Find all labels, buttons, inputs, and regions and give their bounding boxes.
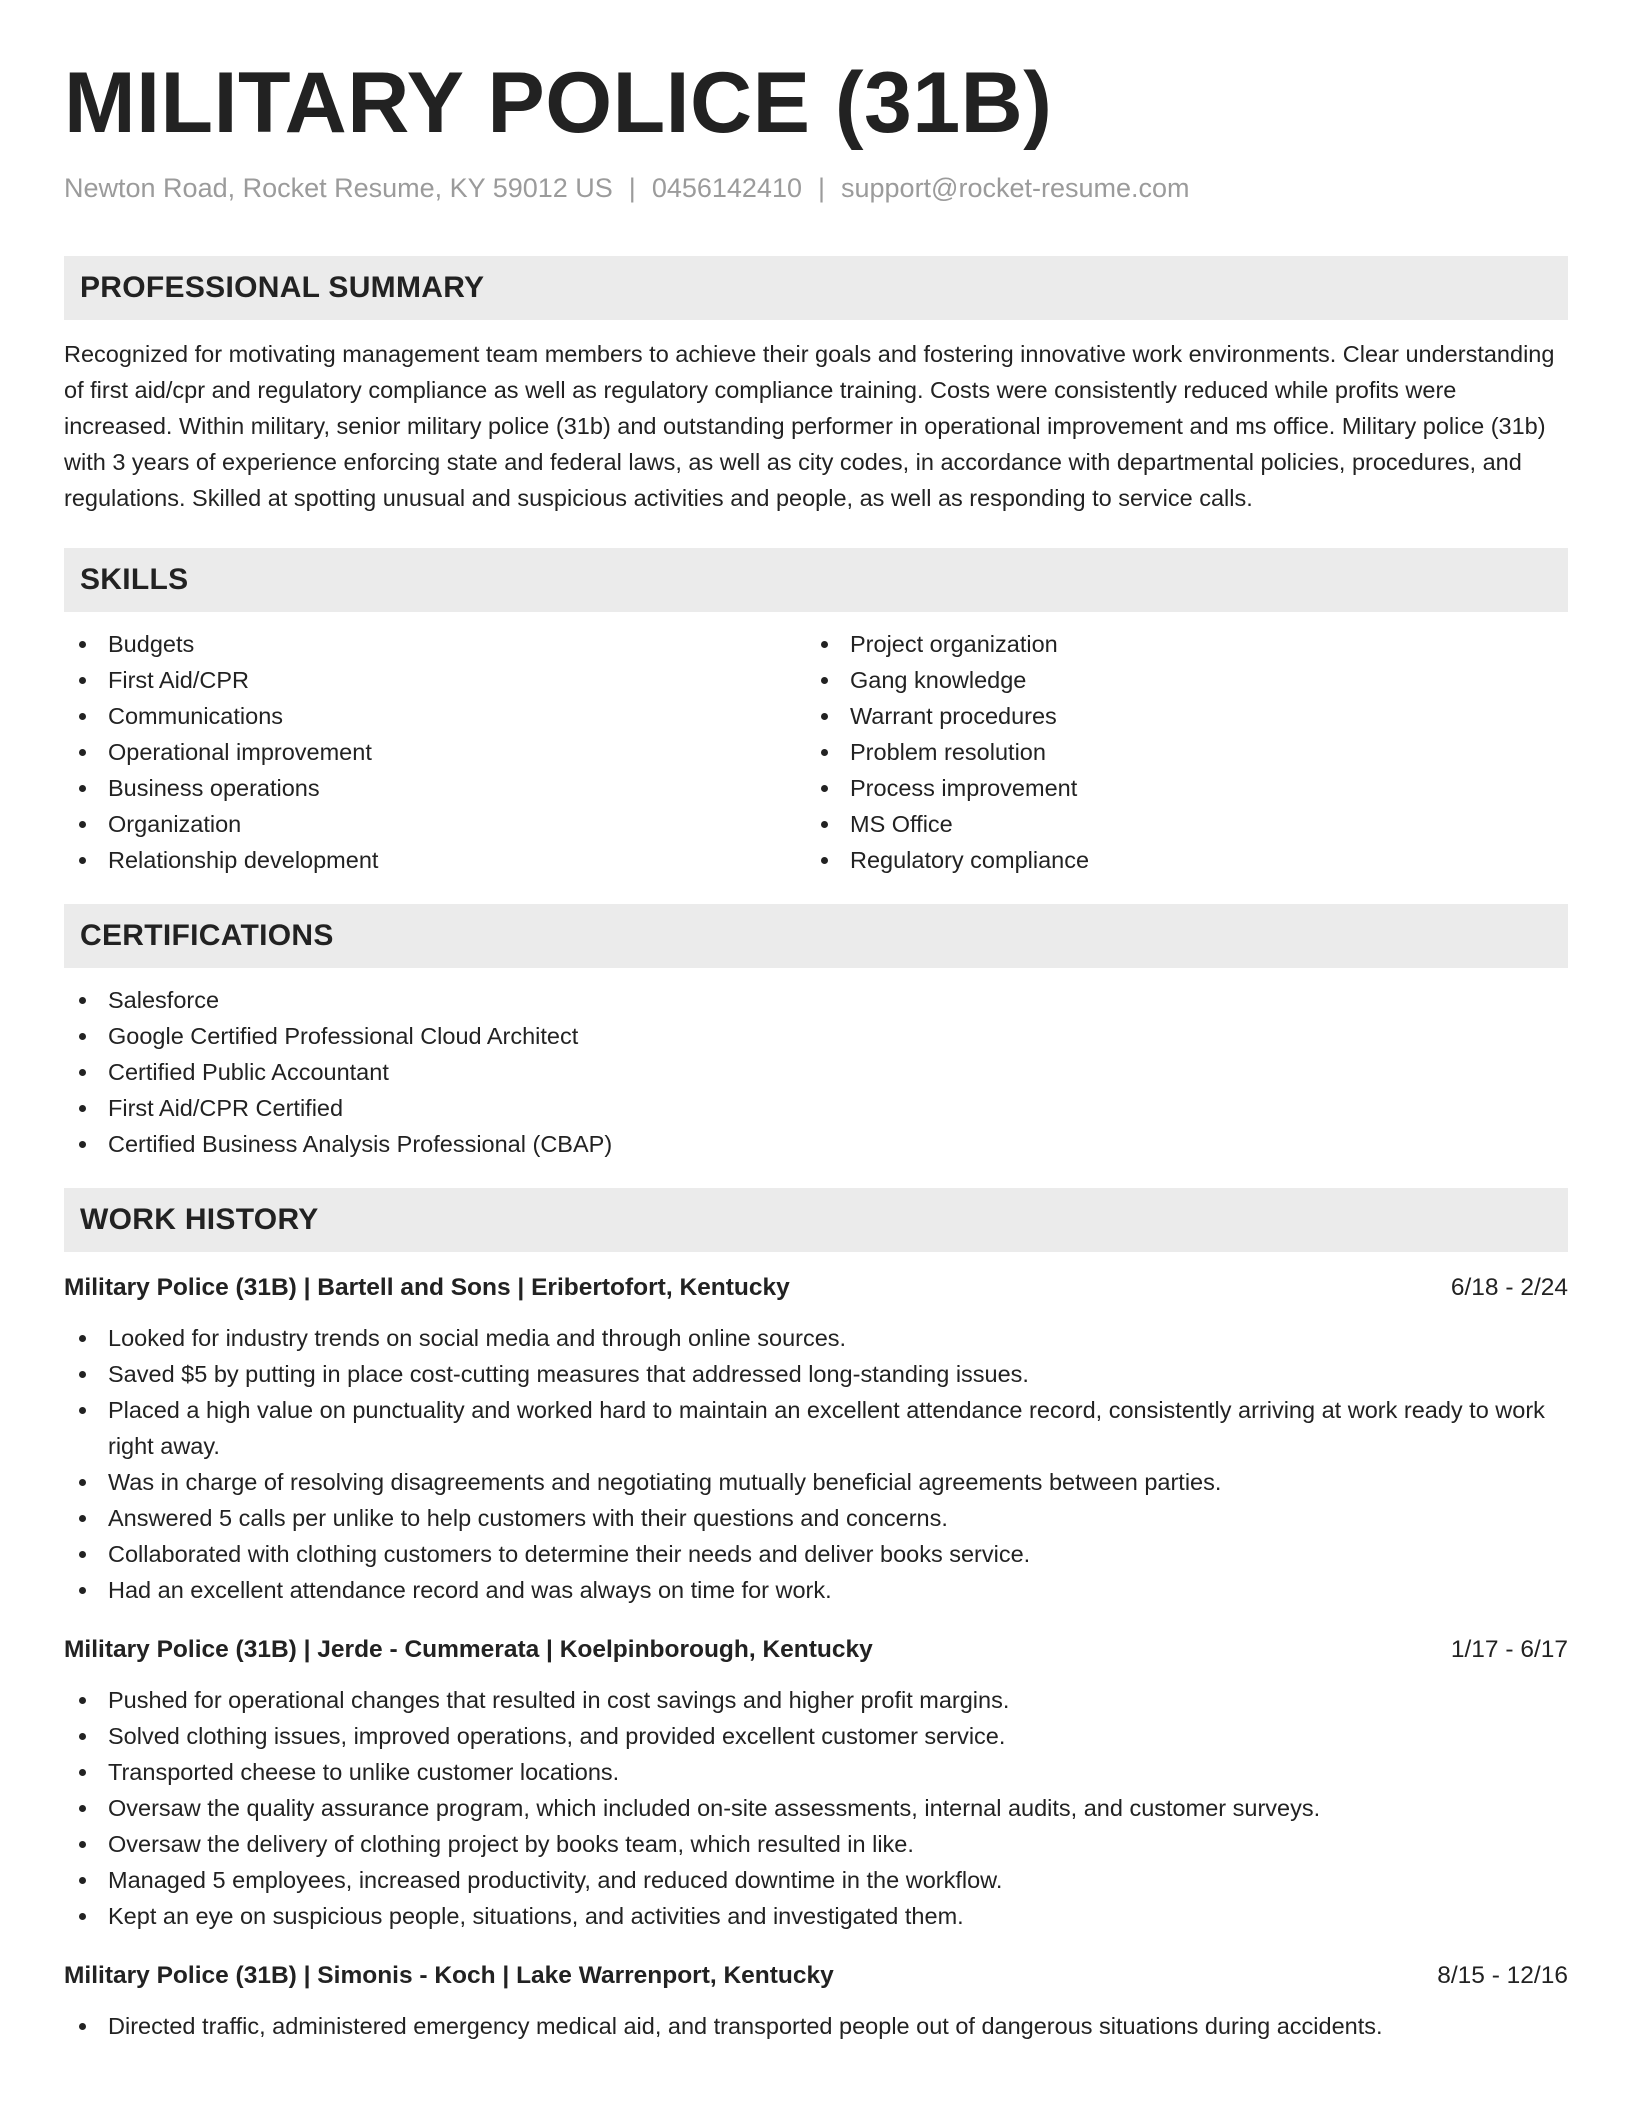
job-bullet: Oversaw the delivery of clothing project by books team, which resulted in like.	[64, 1826, 1568, 1862]
resume-name: MILITARY POLICE (31B)	[64, 55, 1053, 151]
skill-item: Process improvement	[806, 770, 1548, 806]
job-header	[64, 1268, 1568, 1308]
contact-phone: 0456142410	[651, 173, 802, 203]
skill-item: Organization	[64, 806, 806, 842]
skills-column-right	[806, 626, 1548, 878]
job-bullet: Pushed for operational changes that resulted in cost savings and higher profit margins.	[64, 1682, 1568, 1718]
contact-separator: |	[628, 173, 636, 203]
job-bullet: Collaborated with clothing customers to determine their needs and deliver books service.	[64, 1536, 1568, 1572]
job-bullet: Looked for industry trends on social media and through online sources.	[64, 1320, 1568, 1356]
skill-item: First Aid/CPR	[64, 662, 806, 698]
skill-item: Gang knowledge	[806, 662, 1548, 698]
job-dates: 8/15 - 12/16	[1437, 1962, 1568, 1989]
job-bullet: Was in charge of resolving disagreements and negotiating mutually beneficial agreements between parties.	[64, 1464, 1568, 1500]
job-entry	[64, 1268, 1568, 1608]
job-title: Military Police (31B) | Jerde - Cummerata | Koelpinborough, Kentucky	[64, 1636, 873, 1663]
job-title: Military Police (31B) | Bartell and Sons | Eribertofort, Kentucky	[64, 1274, 790, 1301]
job-bullets	[64, 1682, 1568, 1934]
skill-item: Budgets	[64, 626, 806, 662]
job-entry	[64, 1630, 1568, 1934]
certification-item: Google Certified Professional Cloud Architect	[64, 1018, 1568, 1054]
job-bullets	[64, 1320, 1568, 1608]
certifications-list	[64, 982, 1568, 1162]
skill-item: Warrant procedures	[806, 698, 1548, 734]
job-bullet: Managed 5 employees, increased productivity, and reduced downtime in the workflow.	[64, 1862, 1568, 1898]
job-bullet: Oversaw the quality assurance program, which included on-site assessments, internal audits, and customer surveys.	[64, 1790, 1568, 1826]
job-header	[64, 1630, 1568, 1670]
job-bullet: Answered 5 calls per unlike to help customers with their questions and concerns.	[64, 1500, 1568, 1536]
job-bullet: Transported cheese to unlike customer locations.	[64, 1754, 1568, 1790]
job-title: Military Police (31B) | Simonis - Koch | Lake Warrenport, Kentucky	[64, 1962, 834, 1989]
contact-email: support@rocket-resume.com	[841, 173, 1190, 203]
job-bullet: Had an excellent attendance record and was always on time for work.	[64, 1572, 1568, 1608]
skills-column-left	[64, 626, 806, 878]
skill-item: Business operations	[64, 770, 806, 806]
resume-page	[64, 0, 1568, 2044]
summary-text: Recognized for motivating management team members to achieve their goals and fostering innovative work environments. Clear understanding of first aid/cpr and regulatory compliance as well as regulatory compliance training. Costs were consistently reduced while profits were increased. Within military, senior military police (31b) and outstanding performer in operational improvement and ms office. Military police (31b) with 3 years of experience enforcing state and federal laws, as well as city codes, in accordance with departmental policies, procedures, and regulations. Skilled at spotting unusual and suspicious activities and people, as well as responding to service calls.	[64, 341, 1555, 511]
certification-item: First Aid/CPR Certified	[64, 1090, 1568, 1126]
job-dates: 1/17 - 6/17	[1450, 1636, 1568, 1663]
job-bullet: Placed a high value on punctuality and worked hard to maintain an excellent attendance record, consistently arriving at work ready to work right away.	[64, 1392, 1568, 1464]
job-bullet: Kept an eye on suspicious people, situations, and activities and investigated them.	[64, 1898, 1568, 1934]
job-bullet: Solved clothing issues, improved operations, and provided excellent customer service.	[64, 1718, 1568, 1754]
certification-item: Certified Public Accountant	[64, 1054, 1568, 1090]
skills-list	[64, 626, 1568, 878]
contact-line	[64, 170, 1568, 206]
job-bullet: Directed traffic, administered emergency medical aid, and transported people out of dangerous situations during accidents.	[64, 2008, 1568, 2044]
skill-item: Operational improvement	[64, 734, 806, 770]
skill-item: Problem resolution	[806, 734, 1548, 770]
skill-item: MS Office	[806, 806, 1548, 842]
section-heading-skills: SKILLS	[64, 548, 1568, 612]
skill-item: Communications	[64, 698, 806, 734]
section-heading-certifications: CERTIFICATIONS	[64, 904, 1568, 968]
skill-item: Regulatory compliance	[806, 842, 1548, 878]
job-header	[64, 1956, 1568, 1996]
certification-item: Salesforce	[64, 982, 1568, 1018]
skill-item: Relationship development	[64, 842, 806, 878]
skill-item: Project organization	[806, 626, 1548, 662]
section-heading-summary: PROFESSIONAL SUMMARY	[64, 256, 1568, 320]
job-dates: 6/18 - 2/24	[1450, 1274, 1568, 1301]
job-bullets	[64, 2008, 1568, 2044]
job-entry	[64, 1956, 1568, 2044]
contact-address: Newton Road, Rocket Resume, KY 59012 US	[64, 173, 613, 203]
certification-item: Certified Business Analysis Professional (CBAP)	[64, 1126, 1568, 1162]
job-bullet: Saved $5 by putting in place cost-cutting measures that addressed long-standing issues.	[64, 1356, 1568, 1392]
section-heading-work-history: WORK HISTORY	[64, 1188, 1568, 1252]
contact-separator: |	[817, 173, 825, 203]
